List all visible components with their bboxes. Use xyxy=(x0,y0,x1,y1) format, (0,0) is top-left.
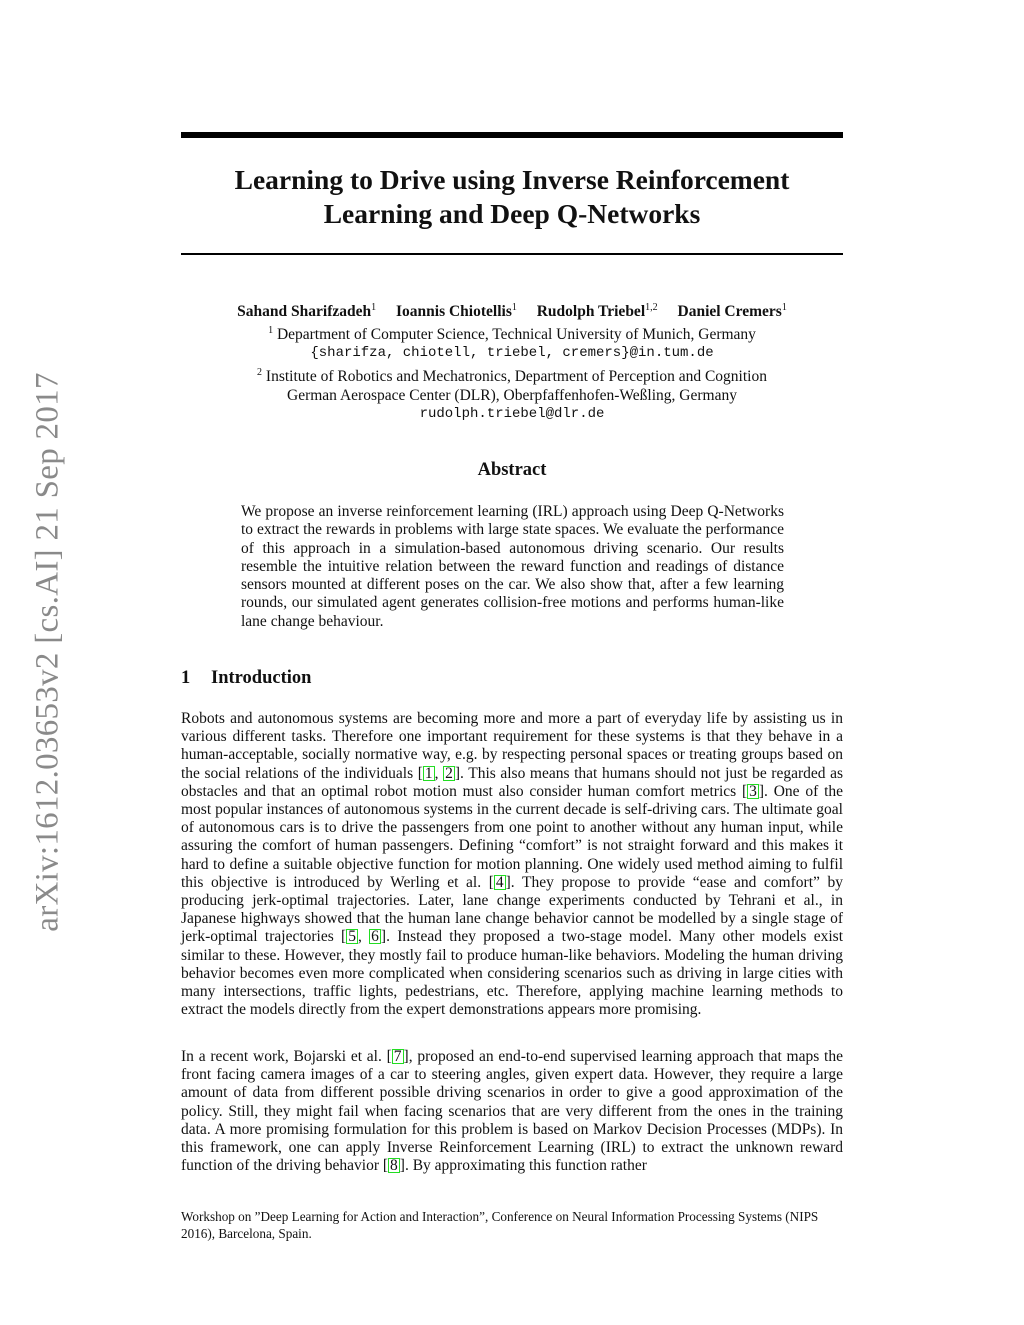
citation-link[interactable]: 7 xyxy=(393,1048,402,1065)
citation-link[interactable]: 1 xyxy=(424,764,433,782)
section-title: Introduction xyxy=(211,668,312,688)
section-heading-introduction xyxy=(181,668,843,689)
intro-paragraph-1: Robots and autonomous systems are becoming more and more a part of everyday life by assisting us in various different tasks. Therefore one important requirement for these systems is that they behave in a human-acceptable, socially normative way, e.g. by respecting personal spaces or treating groups based on the social relations of the individuals [ 1 , 2 ]. This also means that humans should not just be regarded as obstacles and that an optimal robot motion must also consider human comfort metrics [ 3 ]. One of the most popular instances of autonomous systems in the current decade is self-driving cars. The ultimate goal of autonomous cars is to drive the passengers from one point to another without any human input, while assuring the comfort of human passengers. Defining “comfort” is not straight forward and this makes it hard to define a suitable objective function for motion planning. One widely used method aiming to fulfil this objective is introduced by Werling et al. [ 4 ]. They propose to provide “ease and comfort” by producing jerk-optimal trajectories. Later, lane change experiments conducted by Tehrani et al., in Japanese highways showed that the human lane change behavior cannot be modelled by a single stage of jerk-optimal trajectories [ 5 , 6 ]. Instead they proposed a two-stage model. Many other models exist similar to these. However, they mostly fail to produce human-like behaviors. Modeling the human driving behavior becomes even more complicated when considering scenarios such as driving in large cities with many intersections, traffic lights, pedestrians, etc. Therefore, applying machine learning methods to extract the models directly from the expert demonstrations appears more promising. xyxy=(181,710,844,1019)
title-bottom-rule xyxy=(181,253,843,255)
citation-link[interactable]: 3 xyxy=(749,782,757,800)
citation-link[interactable]: 6 xyxy=(371,928,379,946)
author: Daniel Cremers$^1$ xyxy=(677,302,787,321)
arxiv-identifier: arXiv:1612.03653v2 [cs.AI] 21 Sep 2017 xyxy=(29,372,66,932)
citation-link[interactable]: 5 xyxy=(348,928,356,946)
intro-paragraph-2: In a recent work, Bojarski et al. [ 7 ], proposed an end-to-end supervised learning approach that maps the front facing camera images of a car to steering angles, given expert data. However, they require a large amount of data from different possible driving scenarios in order to give a good approximation of the policy. Still, they might fail when facing scenarios that are very different from the ones in the training data. A more promising formulation for this problem is based on Markov Decision Processes (MDPs). In this framework, one can apply Inverse Reinforcement Learning (IRL) to extract the unknown reward function of the driving behavior [ 8 ]. By approximating this function rather xyxy=(181,1048,843,1175)
citation-link[interactable]: 2 xyxy=(445,764,453,782)
abstract-text: We propose an inverse reinforcement learning (IRL) approach using Deep Q-Networks to extract the rewards in problems with large state spaces. We evaluate the performance of this approach in a simulation-based autonomous driving scenario. Our results resemble the intuitive relation between the reward function and readings of distance sensors mounted at different poses on the car. We also show that, after a few learning rounds, our simulated agent generates collision-free motions and performs human-like lane change behaviour. xyxy=(241,503,784,630)
citation-link[interactable]: 4 xyxy=(495,873,504,891)
section-number: 1 xyxy=(181,668,191,688)
affiliation-1: $^1$ Department of Computer Science, Technical University of Munich, Germany xyxy=(268,325,756,344)
author: Sahand Sharifzadeh$^1$ xyxy=(237,302,377,321)
affiliation-2: $^2$ Institute of Robotics and Mechatronics, Department of Perception and Cognition xyxy=(257,367,767,386)
paper-title xyxy=(181,163,843,231)
affiliation-1-email: {sharifza, chiotell, triebel, cremers}@in.tum.de xyxy=(310,345,714,362)
abstract-heading: Abstract xyxy=(477,460,547,480)
author-list xyxy=(181,298,843,321)
title-top-rule xyxy=(181,132,843,138)
author-block xyxy=(181,298,843,424)
author: Ioannis Chiotellis$^1$ xyxy=(396,302,517,321)
title-line-1: Learning to Drive using Inverse Reinforcement xyxy=(234,164,790,195)
affiliation-2-line-2: German Aerospace Center (DLR), Oberpfaffenhofen-Weßling, Germany xyxy=(287,387,737,405)
workshop-footnote: Workshop on ”Deep Learning for Action and Interaction”, Conference on Neural Information Processing Systems (NIPS 2016), Barcelona, Spain. xyxy=(181,1209,819,1241)
title-line-2: Learning and Deep Q-Networks xyxy=(323,198,701,229)
affiliation-2-email: rudolph.triebel@dlr.de xyxy=(419,406,605,423)
citation-link[interactable]: 8 xyxy=(390,1157,398,1175)
author: Rudolph Triebel$^{1,2}$ xyxy=(536,302,658,321)
